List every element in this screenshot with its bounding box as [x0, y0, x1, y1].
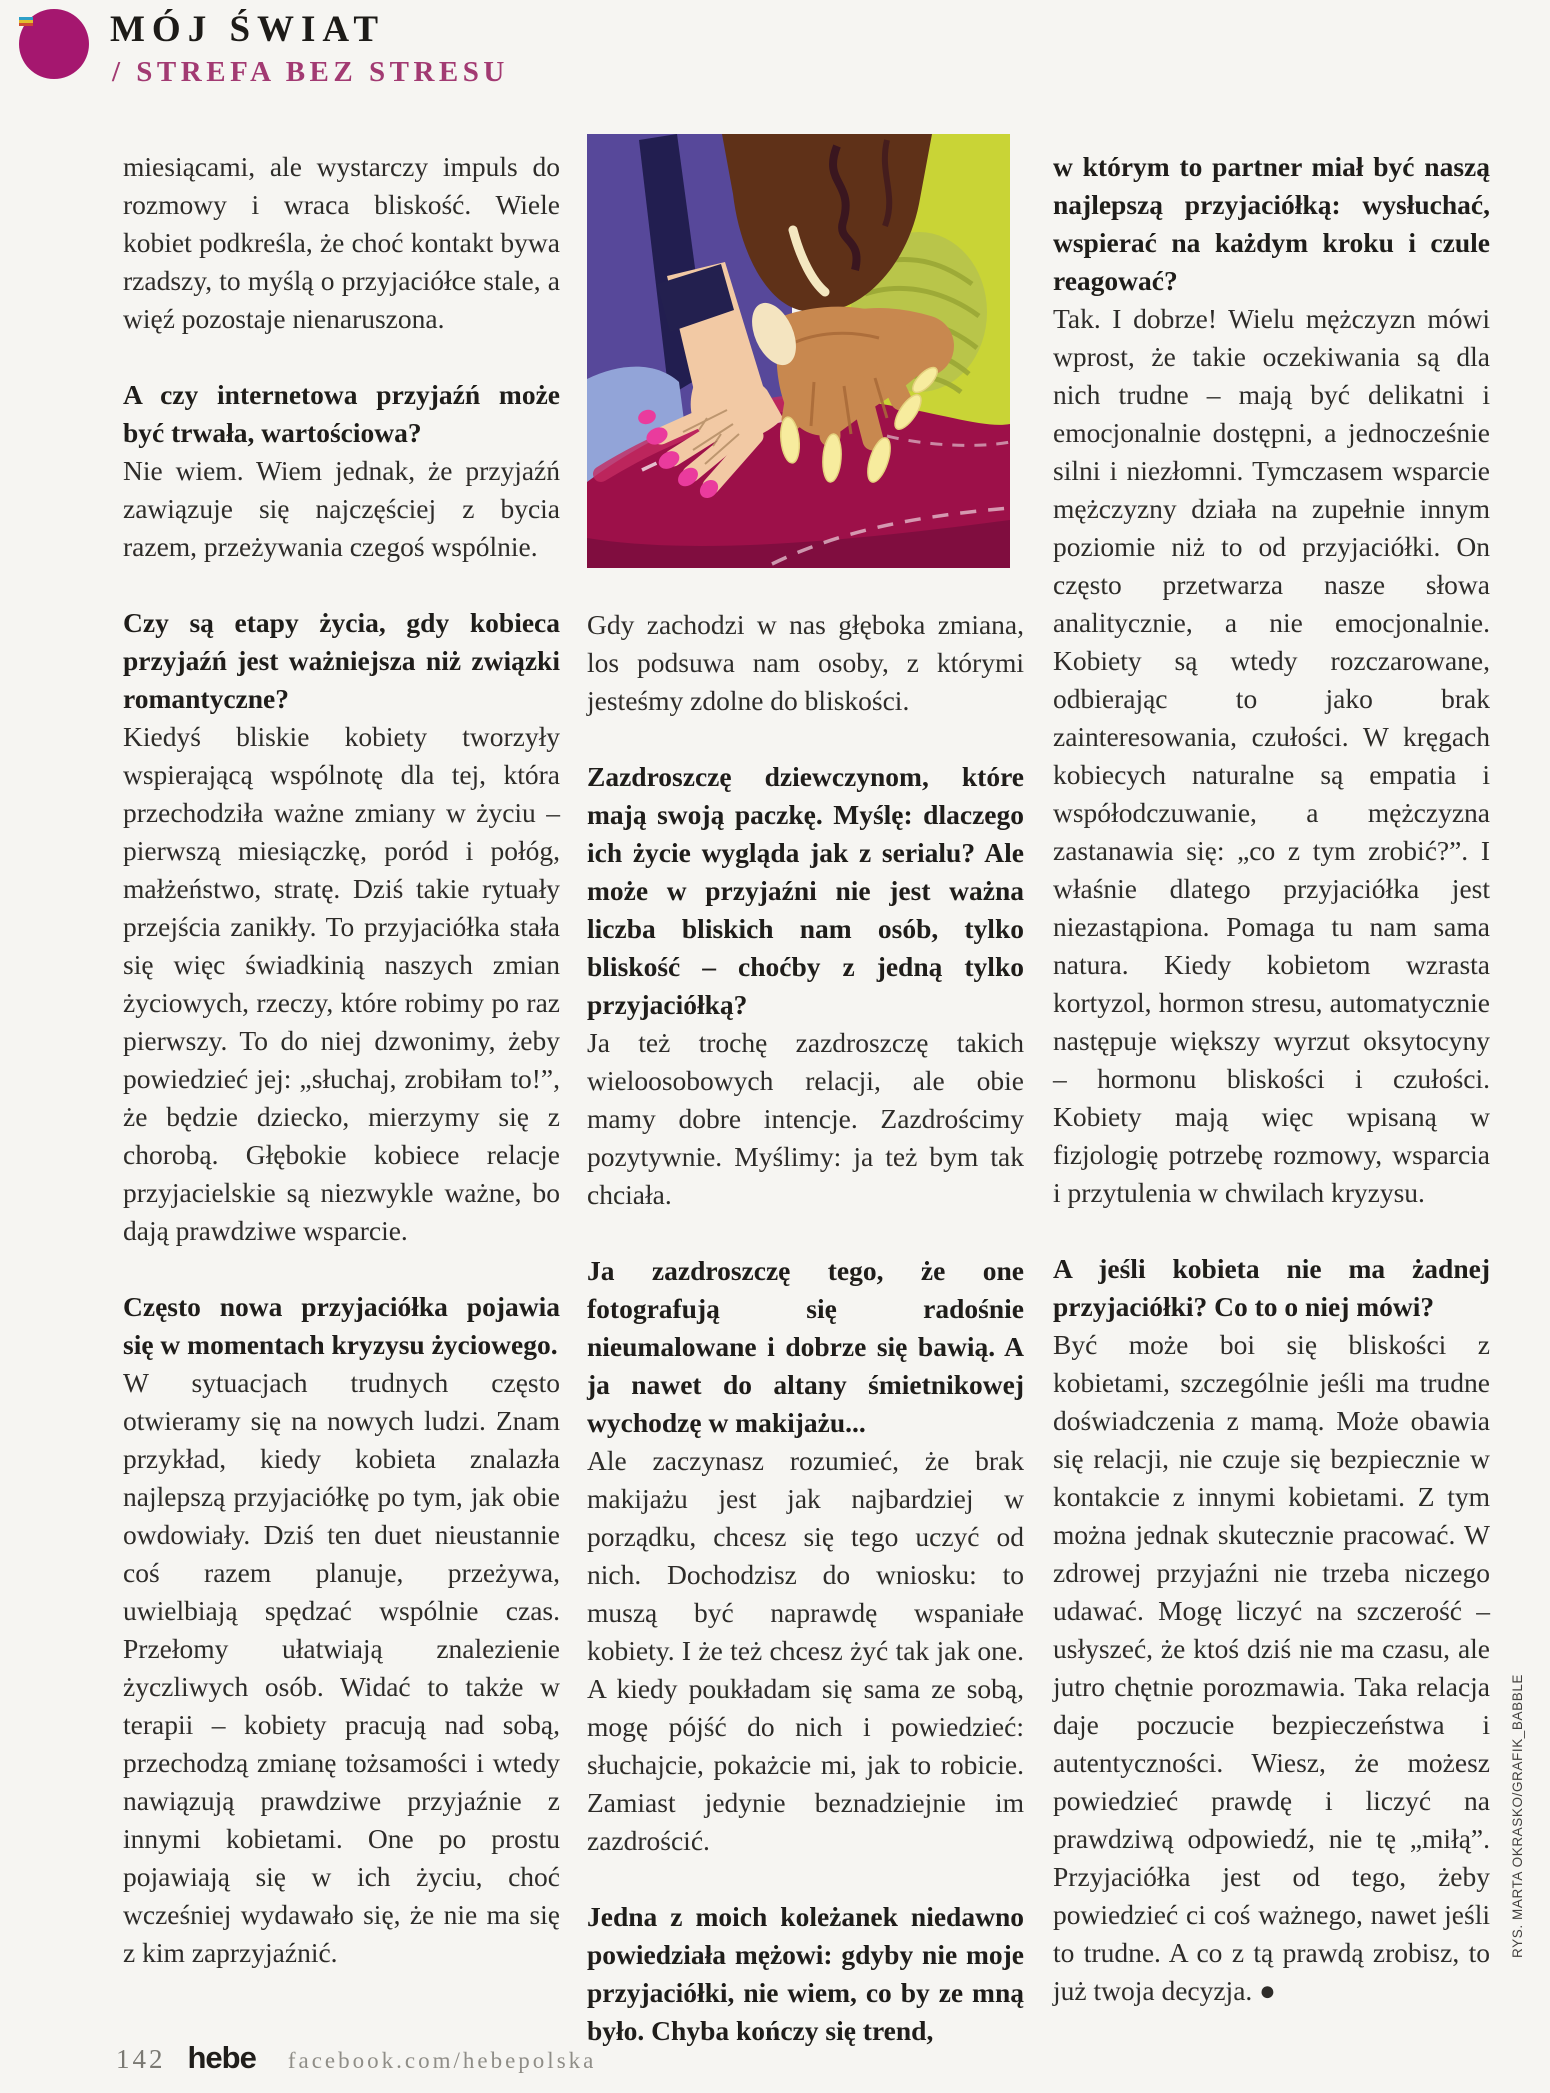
- interview-question: Zazdroszczę dziewczynom, które mają swoją paczkę. Myślę: dlaczego ich życie wygląda jak z serialu? Ale może w przyjaźni nie jest ważna liczba bliskich nam osób, tylko bliskość – choćby z jedną tylko przyjaciółką?: [587, 761, 1024, 1020]
- body-paragraph: Być może boi się bliskości z kobietami, szczególnie jeśli ma trudne doświadczenia z mamą. Może obawia się relacji, nie czuje się bezpiecznie w kontakcie z innymi kobietami. Z tym można jednak skutecznie pracować. W zdrowej przyjaźni nie trzeba niczego udawać. Mogę liczyć na szczerość – usłyszeć, że ktoś dziś nie ma czasu, ale jutro chętnie porozmawia. Taka relacja daje poczucie bezpieczeństwa i autentyczności. Wiesz, że możesz powiedzieć prawdę i liczyć na prawdziwą odpowiedź, nie tę „miłą”. Przyjaciółka jest od tego, żeby powiedzieć ci coś ważnego, nawet jeśli to trudne. A co z tą prawdą zrobisz, to już twoja decyzja. ●: [1053, 1329, 1490, 2006]
- interview-question: A czy internetowa przyjaźń może być trwała, wartościowa?: [123, 379, 560, 448]
- body-paragraph: miesiącami, ale wystarczy impuls do rozmowy i wraca bliskość. Wiele kobiet podkreśla, że choć kontakt bywa rzadszy, to myślą o przyjaciółce stale, a więź pozostaje nienaruszona.: [123, 151, 560, 334]
- interview-question: Jedna z moich koleżanek niedawno powiedziała mężowi: gdyby nie moje przyjaciółki, nie wiem, co by ze mną było. Chyba kończy się trend,: [587, 1901, 1024, 2046]
- column-1: [123, 148, 560, 1972]
- column-2: [587, 134, 1024, 2050]
- body-paragraph: Ja też trochę zazdroszczę takich wieloosobowych relacji, ale obie mamy dobre intencje. Zazdrościmy pozytywnie. Myślimy: ja też bym tak chciała.: [587, 1027, 1024, 1210]
- body-paragraph: Gdy zachodzi w nas głęboka zmiana, los podsuwa nam osoby, z którymi jesteśmy zdolne do bliskości.: [587, 609, 1024, 716]
- body-paragraph: W sytuacjach trudnych często otwieramy się na nowych ludzi. Znam przykład, kiedy kobieta znalazła najlepszą przyjaciółkę po tym, jak obie owdowiały. Dziś ten duet nieustannie coś razem planuje, przeżywa, uwielbiają spędzać wspólnie czas. Przełomy ułatwiają znalezienie życzliwych osób. Widać to także w terapii – kobiety pracują nad sobą, przechodzą zmianę tożsamości i wtedy nawiązują prawdziwe przyjaźnie z innymi kobietami. One po prostu pojawiają się w ich życiu, choć wcześniej wydawało się, że nie ma się z kim zaprzyjaźnić.: [123, 1367, 560, 1968]
- interview-question: w którym to partner miał być naszą najlepszą przyjaciółką: wysłuchać, wspierać na każdym kroku i czule reagować?: [1053, 151, 1490, 296]
- friendship-hands-illustration: [587, 134, 1010, 568]
- interview-question: Ja zazdroszczę tego, że one fotografują się radośnie nieumalowane i dobrze się bawią. A ja nawet do altany śmietnikowej wychodzę w makijażu...: [587, 1255, 1024, 1438]
- body-paragraph: Nie wiem. Wiem jednak, że przyjaźń zawiązuje się najczęściej z bycia razem, przeżywania czegoś wspólnie.: [123, 455, 560, 562]
- facebook-url: facebook.com/hebepolska: [287, 2048, 597, 2073]
- tiny-color-mark-icon: [19, 17, 33, 26]
- interview-question: A jeśli kobieta nie ma żadnej przyjaciółki? Co to o niej mówi?: [1053, 1253, 1490, 1322]
- illustration-credit: RYS. MARTA OKRASKO/GRAFIK_BABBLE: [1510, 1673, 1525, 1958]
- body-paragraph: Ale zaczynasz rozumieć, że brak makijażu jest jak najbardziej w porządku, chcesz się tego uczyć od nich. Dochodzisz do wniosku: to muszą być naprawdę wspaniałe kobiety. I że też chcesz żyć tak jak one. A kiedy poukładam się sama ze sobą, mogę pójść do nich i powiedzieć: słuchajcie, pokażcie mi, jak to robicie. Zamiast jedynie beznadziejnie im zazdrościć.: [587, 1445, 1024, 1856]
- hebe-logo: hebe: [187, 2040, 256, 2075]
- body-paragraph: Tak. I dobrze! Wielu mężczyzn mówi wprost, że takie oczekiwania są dla nich trudne – mają być delikatni i emocjonalnie dostępni, a jednocześnie silni i niezłomni. Tymczasem wsparcie mężczyzny działa na zupełnie innym poziomie niż to od przyjaciółki. On często przetwarza nasze słowa analitycznie, a nie emocjonalnie. Kobiety są wtedy rozczarowane, odbierając to jako brak zainteresowania, czułości. W kręgach kobiecych naturalne są empatia i współodczuwanie, a mężczyzna zastanawia się: „co z tym zrobić?”. I właśnie dlatego przyjaciółka jest niezastąpiona. Pomaga tu nam sama natura. Kiedy kobietom wzrasta kortyzol, hormon stresu, automatycznie następuje większy wyrzut oksytocyny – hormonu bliskości i czułości. Kobiety mają więc wpisaną w fizjologię potrzebę rozmowy, wsparcia i przytulenia w chwilach kryzysu.: [1053, 303, 1490, 1208]
- section-title: MÓJ ŚWIAT: [110, 9, 386, 50]
- page-number: 142: [116, 2044, 166, 2074]
- subsection-title: / STREFA BEZ STRESU: [112, 56, 509, 88]
- body-paragraph: Kiedyś bliskie kobiety tworzyły wspierającą wspólnotę dla tej, która przechodziła ważne zmiany w życiu – pierwszą miesiączkę, poród i połóg, małżeństwo, stratę. Dziś takie rytuały przejścia zanikły. To przyjaciółka stała się więc świadkinią naszych zmian życiowych, rzeczy, które robimy po raz pierwszy. To do niej dzwonimy, żeby powiedzieć jej: „słuchaj, zrobiłam to!”, że będzie dziecko, mierzymy się z chorobą. Głębokie kobiece relacje przyjacielskie są niezwykle ważne, bo dają prawdziwe wsparcie.: [123, 721, 560, 1246]
- interview-question: Często nowa przyjaciółka pojawia się w momentach kryzysu życiowego.: [123, 1291, 560, 1360]
- interview-question: Czy są etapy życia, gdy kobieca przyjaźń jest ważniejsza niż związki romantyczne?: [123, 607, 560, 714]
- magenta-dot-logo: [19, 9, 89, 79]
- column-3: [1053, 148, 1490, 2010]
- page-footer: [116, 2040, 596, 2076]
